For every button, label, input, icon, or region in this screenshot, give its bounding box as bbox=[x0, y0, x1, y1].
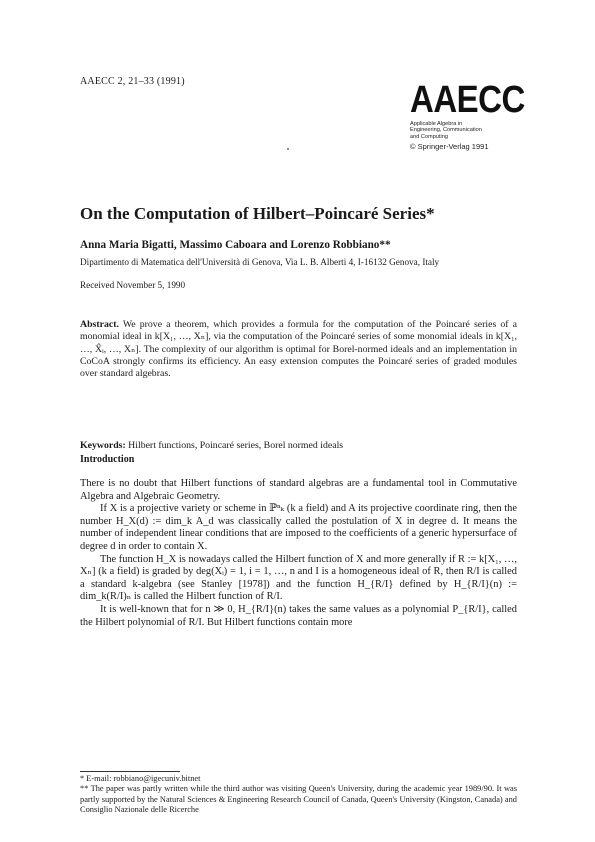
paper-title: On the Computation of Hilbert–Poincaré Series* bbox=[80, 204, 435, 223]
body-paragraph-2: If X is a projective variety or scheme in ℙⁿₖ (k a field) and A its projective coordinate ring, then the number H_X(d) := dim_k A_d was classically called the postulation of X in degree d. It means the number of independent linear conditions that are imposed to the coefficients of a generic hypersurface of degree d in order to contain X. bbox=[80, 503, 517, 552]
footnote-rule bbox=[80, 771, 180, 772]
logo-subtitle-line-1: Applicable Algebra in bbox=[410, 121, 463, 127]
body-paragraph-4: It is well-known that for n ≫ 0, H_{R/I}(n) takes the same values as a polynomial P_{R/I}, called the Hilbert polynomial of R/I. But Hilbert functions contain more bbox=[80, 603, 517, 628]
abstract-text: We prove a theorem, which provides a formula for the computation of the Poincaré series of a monomial ideal in k[X₁, …, Xₙ], via the computation of the Poincaré series of some monomial ideals in k[X₁, …, X̂ᵢ, …, Xₙ]. The complexity of our algorithm is optimal for Borel-normed ideals and an implementation in CoCoA strongly confirms its efficiency. An easy extension computes the Poincaré series of graded modules over standard algebras. bbox=[80, 319, 517, 380]
keywords-text: Hilbert functions, Poincaré series, Borel normed ideals bbox=[128, 440, 344, 451]
logo-subtitle-line-3: and Computing bbox=[410, 133, 448, 140]
section-heading: Introduction bbox=[80, 454, 135, 465]
logo-subtitle bbox=[410, 121, 520, 140]
journal-reference: AAECC 2, 21–33 (1991) bbox=[80, 76, 185, 87]
body-text bbox=[80, 478, 517, 629]
logo-copyright: © Springer-Verlag 1991 bbox=[410, 142, 489, 152]
abstract-label: Abstract. bbox=[80, 319, 119, 330]
footnote-email: * E-mail: robbiano@igecuniv.bitnet bbox=[80, 774, 201, 783]
body-paragraph-3: The function H_X is nowadays called the Hilbert function of X and more generally if R := k[X₁, …, Xₙ] (k a field) is graded by deg(Xᵢ) = 1, i = 1, …, n and I is a homogeneous ideal of R, then R/I is called a standard k-algebra (see Stanley [1978]) and the function H_{R/I} defined by H_{R/I}(n) := dim_k(R/I)ₙ is called the Hilbert function of R/I. bbox=[80, 553, 517, 603]
journal-logo bbox=[410, 77, 525, 152]
keywords-label: Keywords: bbox=[80, 440, 126, 451]
paper-authors: Anna Maria Bigatti, Massimo Caboara and Lorenzo Robbiano** bbox=[80, 239, 391, 251]
keywords bbox=[80, 440, 343, 451]
abstract bbox=[80, 319, 517, 380]
body-paragraph-1: There is no doubt that Hilbert functions of standard algebras are a fundamental tool in Commutative Algebra and Algebraic Geometry. bbox=[80, 478, 517, 502]
footnotes bbox=[80, 774, 517, 815]
received-date: Received November 5, 1990 bbox=[80, 280, 186, 290]
scan-speck bbox=[287, 148, 289, 150]
logo-subtitle-line-2: Engineering, Communication bbox=[410, 127, 482, 134]
logo-mark: AAECC bbox=[410, 77, 525, 121]
footnote-acknowledgement: ** The paper was partly written while the third author was visiting Queen's University, during the academic year 1989/90. It was partly supported by the Natural Sciences & Engineering Research Council of Canada, Queen's University (Kingston, Canada) and Consiglio Nazionale delle Ricerche bbox=[80, 784, 517, 814]
author-affiliation: Dipartimento di Matematica dell'Università di Genova, Via L. B. Alberti 4, I-16132 Genova, Italy bbox=[80, 257, 440, 267]
